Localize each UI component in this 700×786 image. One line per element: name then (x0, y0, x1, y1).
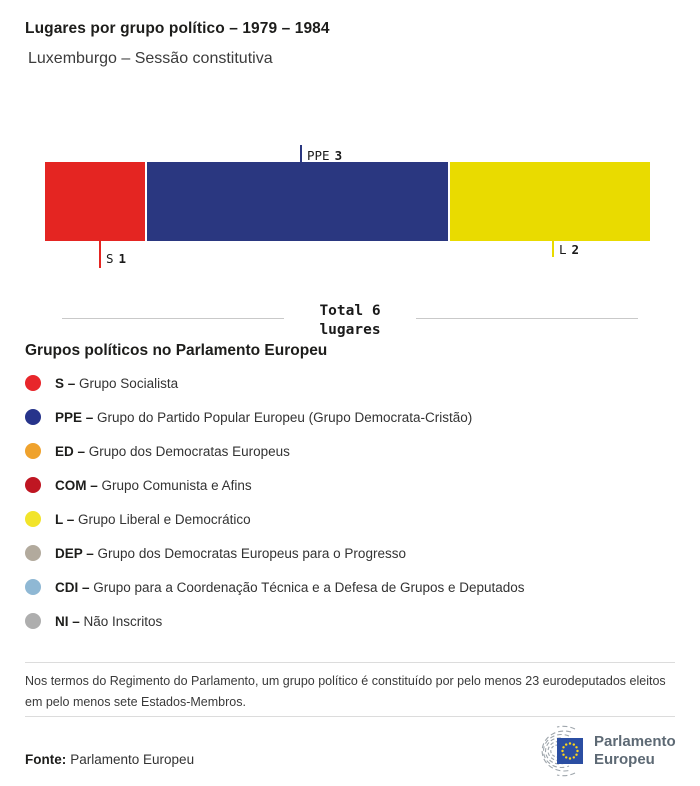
legend-item-text (55, 614, 162, 629)
european-parliament-logo (521, 725, 676, 777)
legend-item (25, 468, 685, 502)
legend-item-text (55, 546, 406, 561)
bar-segment-ppe (147, 162, 448, 241)
legend-item-name: Grupo dos Democratas Europeus (88, 443, 290, 459)
legend-item-abbr: NI – (55, 613, 80, 629)
legend-list (25, 366, 685, 638)
legend-item-text (55, 376, 178, 391)
footnote-text: Nos termos do Regimento do Parlamento, um grupo político é constituído por pelo menos 23 eurodeputados eleitos em pelo menos sete Estados-Membros. (25, 674, 666, 709)
logo-wordmark (594, 733, 676, 769)
legend-title: Grupos políticos no Parlamento Europeu (25, 342, 328, 359)
total-label (283, 302, 417, 340)
footnote-divider-top (25, 662, 675, 663)
legend-item-abbr: COM – (55, 477, 98, 493)
source-line (25, 752, 194, 767)
bar-segment-l (450, 162, 650, 241)
legend-color-dot-icon (25, 579, 41, 595)
source-value: Parlamento Europeu (70, 752, 195, 767)
legend-item-name: Grupo dos Democratas Europeus para o Progresso (97, 545, 406, 561)
stacked-bar (45, 162, 650, 241)
l-callout-label (559, 242, 579, 257)
legend-color-dot-icon (25, 409, 41, 425)
legend-item (25, 604, 685, 638)
page-subtitle: Luxemburgo – Sessão constitutiva (28, 50, 273, 67)
legend-item-name: Grupo Socialista (79, 375, 179, 391)
legend-item (25, 400, 685, 434)
page-title: Lugares por grupo político – 1979 – 1984 (25, 20, 330, 37)
s-value: 1 (118, 251, 127, 266)
hemicycle-eu-flag-icon (521, 725, 585, 777)
legend-item-text (55, 580, 525, 595)
s-tick (99, 241, 101, 268)
logo-line2: Europeu (594, 751, 655, 768)
legend-item-abbr: CDI – (55, 579, 90, 595)
l-abbr: L (559, 242, 567, 257)
legend-item-abbr: PPE – (55, 409, 94, 425)
legend-color-dot-icon (25, 375, 41, 391)
bar-segment-s (45, 162, 145, 241)
legend-item (25, 502, 685, 536)
l-tick (552, 241, 554, 257)
legend-item-abbr: S – (55, 375, 76, 391)
legend-color-dot-icon (25, 545, 41, 561)
footnote-divider-bottom (25, 716, 675, 717)
ppe-abbr: PPE (307, 148, 330, 163)
s-abbr: S (106, 251, 114, 266)
eu-flag (557, 738, 583, 764)
ppe-callout-label (307, 148, 342, 163)
legend-item-name: Grupo Liberal e Democrático (78, 511, 251, 527)
legend-item-text (55, 410, 472, 425)
legend-item-text (55, 444, 290, 459)
legend-item (25, 366, 685, 400)
total-label-line1: Total 6 (319, 303, 381, 319)
total-divider-right (416, 318, 638, 319)
total-label-line2: lugares (319, 322, 381, 338)
ppe-value: 3 (334, 148, 343, 163)
legend-item-name: Grupo para a Coordenação Técnica e a Defesa de Grupos e Deputados (93, 579, 525, 595)
legend-item (25, 434, 685, 468)
legend-item-name: Não Inscritos (83, 613, 163, 629)
legend-item-name: Grupo Comunista e Afins (101, 477, 252, 493)
legend-item-name: Grupo do Partido Popular Europeu (Grupo Democrata-Cristão) (97, 409, 473, 425)
logo-line1: Parlamento (594, 733, 676, 750)
legend-item (25, 570, 685, 604)
legend-item-text (55, 512, 251, 527)
legend-item-abbr: DEP – (55, 545, 94, 561)
legend-item-abbr: ED – (55, 443, 86, 459)
source-label: Fonte: (25, 752, 67, 767)
legend-color-dot-icon (25, 443, 41, 459)
legend-item-text (55, 478, 252, 493)
total-divider-left (62, 318, 284, 319)
legend-item-abbr: L – (55, 511, 75, 527)
l-value: 2 (571, 242, 580, 257)
s-callout-label (106, 251, 126, 266)
legend-color-dot-icon (25, 477, 41, 493)
ppe-tick (300, 145, 302, 162)
legend-color-dot-icon (25, 511, 41, 527)
legend-item (25, 536, 685, 570)
legend-color-dot-icon (25, 613, 41, 629)
